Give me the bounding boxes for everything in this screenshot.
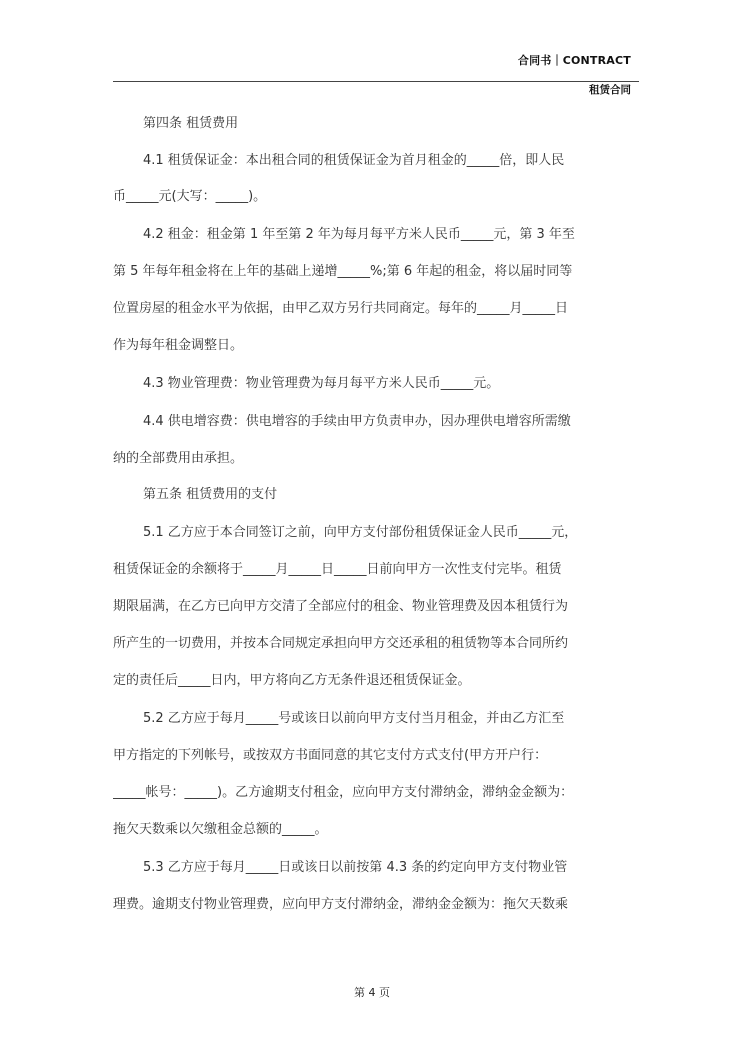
clause-4-2-line-3: 位置房屋的租金水平为依据，由甲乙双方另行共同商定。每年的_____月_____日 — [113, 301, 569, 316]
clause-4-2-line-1: 4.2 租金：租金第 1 年至第 2 年为每月每平方米人民币_____元，第 3 年至 — [143, 227, 575, 242]
clause-5-3-line-2: 理费。逾期支付物业管理费，应向甲方支付滞纳金，滞纳金金额为：拖欠天数乘 — [113, 897, 569, 912]
header-contract-label: 合同书｜CONTRACT — [517, 54, 631, 67]
clause-5-1-line-5: 定的责任后_____日内，甲方将向乙方无条件退还租赁保证金。 — [113, 673, 471, 688]
clause-4-2-line-4: 作为每年租金调整日。 — [113, 338, 244, 353]
header-divider — [113, 81, 639, 82]
clause-5-2-line-2: 甲方指定的下列帐号，或按双方书面同意的其它支付方式支付(甲方开户行： — [113, 748, 548, 763]
clause-5-3-line-1: 5.3 乙方应于每月_____日或该日以前按第 4.3 条的约定向甲方支付物业管 — [143, 860, 568, 875]
clause-4-4-line-1: 4.4 供电增容费：供电增容的手续由甲方负责申办，因办理供电增容所需缴 — [143, 414, 571, 429]
page-number: 第 4 页 — [354, 986, 390, 999]
clause-5-2-line-4: 拖欠天数乘以欠缴租金总额的_____。 — [113, 822, 328, 837]
clause-4-1-line-2: 币_____元(大写：_____)。 — [113, 189, 267, 204]
clause-4-3-line-1: 4.3 物业管理费：物业管理费为每月每平方米人民币_____元。 — [143, 376, 500, 391]
clause-5-1-line-1: 5.1 乙方应于本合同签订之前，向甲方支付部份租赁保证金人民币_____元， — [143, 525, 578, 540]
clause-5-2-line-3: _____帐号：_____)。乙方逾期支付租金，应向甲方支付滞纳金，滞纳金金额为： — [113, 785, 574, 800]
clause-5-2-line-1: 5.2 乙方应于每月_____号或该日以前向甲方支付当月租金，并由乙方汇至 — [143, 711, 565, 726]
clause-5-1-line-2: 租赁保证金的余额将于_____月_____日_____日前向甲方一次性支付完毕。租赁 — [113, 562, 562, 577]
header-document-type: 租赁合同 — [589, 84, 631, 96]
document-body — [113, 111, 632, 915]
clause-5-1-line-4: 所产生的一切费用，并按本合同规定承担向甲方交还承租的租赁物等本合同所约 — [113, 636, 569, 651]
clause-4-2-line-2: 第 5 年每年租金将在上年的基础上递增_____%;第 6 年起的租金，将以届时同等 — [113, 264, 573, 279]
article-4-heading: 第四条 租赁费用 — [143, 116, 239, 131]
clause-4-1-line-1: 4.1 租赁保证金：本出租合同的租赁保证金为首月租金的_____倍，即人民 — [143, 153, 565, 168]
clause-4-4-line-2: 纳的全部费用由承担。 — [113, 451, 244, 466]
clause-5-1-line-3: 期限届满，在乙方已向甲方交清了全部应付的租金、物业管理费及因本租赁行为 — [113, 599, 569, 614]
article-5-heading: 第五条 租赁费用的支付 — [143, 487, 278, 502]
